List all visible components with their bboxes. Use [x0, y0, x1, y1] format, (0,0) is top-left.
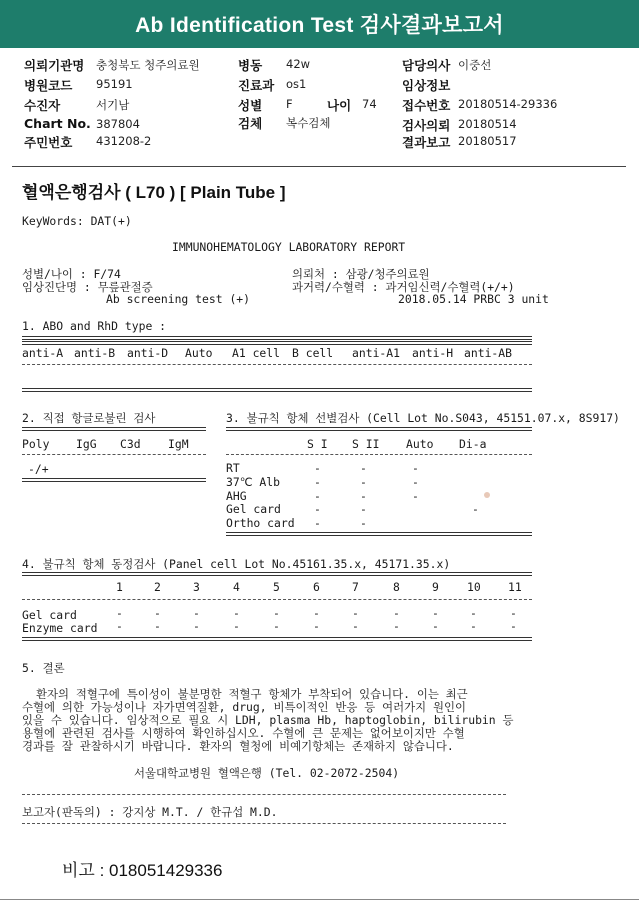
panel-cell: - — [233, 606, 240, 620]
section-3-rule-mid — [226, 454, 532, 455]
screen-cell: - — [360, 475, 367, 489]
panel-cell: - — [432, 606, 439, 620]
sex-label: 성별 — [238, 98, 263, 113]
section-2-title: 2. 직접 항글로불린 검사 — [22, 411, 156, 425]
panel-col: 8 — [393, 580, 400, 594]
abo-col: anti-H — [412, 346, 454, 360]
sex-age: 성별/나이 : F/74 — [22, 267, 121, 281]
panel-col: 4 — [233, 580, 240, 594]
screen-cell: - — [360, 516, 367, 530]
section-1-title: 1. ABO and RhD type : — [22, 319, 167, 333]
conclusion-line: 용혈에 관련된 검사를 시행하여 확인하십시오. 수혈에 큰 문제는 없어보이지만 수혈 — [22, 726, 465, 740]
panel-col: 6 — [313, 580, 320, 594]
panel-col: 5 — [273, 580, 280, 594]
screen-row-label: 37℃ Alb — [226, 475, 280, 489]
specimen-label: 검체 — [238, 116, 263, 131]
screen-cell: - — [412, 461, 419, 475]
section-2-rule-bottom — [22, 478, 206, 482]
screen-row-label: RT — [226, 461, 240, 475]
resident-no-value: 431208-2 — [96, 134, 152, 148]
screen-col: Di-a — [459, 437, 487, 451]
panel-col: 9 — [432, 580, 439, 594]
section-1-rule-top2 — [22, 341, 532, 345]
receipt-no-value: 20180514-29336 — [458, 97, 558, 111]
section-3-title: 3. 불규칙 항체 선별검사 (Cell Lot No.S043, 45151.07.x, 8S917) — [226, 411, 620, 425]
ward-label: 병동 — [238, 58, 263, 73]
diagnosis: 임상진단명 : 무릎관절증 — [22, 280, 153, 294]
panel-col: 7 — [352, 580, 359, 594]
panel-col: 11 — [508, 580, 522, 594]
hospital-code-value: 95191 — [96, 77, 133, 91]
screen-cell: - — [314, 475, 321, 489]
panel-row-label: Enzyme card — [22, 621, 98, 635]
reporter: 보고자(판독의) : 강지상 M.T. / 한규섭 M.D. — [22, 805, 278, 819]
screen-row-label: AHG — [226, 489, 247, 503]
age-value: 74 — [362, 97, 377, 111]
panel-col: 1 — [116, 580, 123, 594]
screen-cell: - — [412, 475, 419, 489]
report-heading: 혈액은행검사 ( L70 ) [ Plain Tube ] — [22, 183, 286, 202]
panel-cell: - — [510, 619, 517, 633]
panel-cell: - — [273, 619, 280, 633]
requester: 의뢰처 : 삼광/청주의료원 — [292, 267, 430, 281]
screen-cell: - — [314, 489, 321, 503]
lab-report-title: IMMUNOHEMATOLOGY LABORATORY REPORT — [172, 240, 406, 254]
reporter-rule-bottom — [22, 823, 506, 824]
abo-col: anti-A — [22, 346, 64, 360]
screen-col: S I — [307, 437, 328, 451]
section-3-rule — [226, 427, 532, 431]
screen-col: Auto — [406, 437, 434, 451]
section-2-rule — [22, 427, 206, 431]
panel-cell: - — [470, 606, 477, 620]
remark: 비고 : 018051429336 — [62, 861, 223, 880]
chart-no-value: 387804 — [96, 117, 140, 131]
screen-cell: - — [412, 489, 419, 503]
abo-col: A1 cell — [232, 346, 281, 360]
section-4-rule — [22, 572, 532, 576]
conclusion-line: 수혈에 의한 가능성이나 자가면역질환, drug, 비특이적인 반응 등 여러가지 원인이 — [22, 700, 466, 714]
panel-cell: - — [154, 606, 161, 620]
panel-col: 10 — [467, 580, 481, 594]
screen-row-label: Ortho card — [226, 516, 295, 530]
panel-row-label: Gel card — [22, 608, 77, 622]
section-1-rule-bottom — [22, 388, 532, 392]
report-date-value: 20180517 — [458, 134, 517, 148]
receipt-no-label: 접수번호 — [402, 98, 451, 113]
hospital-contact: 서울대학교병원 혈액은행 (Tel. 02-2072-2504) — [134, 766, 400, 780]
department-value: os1 — [286, 77, 307, 91]
panel-cell: - — [193, 606, 200, 620]
panel-cell: - — [154, 619, 161, 633]
section-1-rule-mid — [22, 364, 532, 365]
panel-cell: - — [193, 619, 200, 633]
header-divider — [12, 166, 626, 167]
dat-col: IgM — [168, 437, 189, 451]
section-2-rule-mid — [22, 454, 206, 455]
page-bottom-edge — [0, 899, 639, 900]
screen-cell: - — [360, 489, 367, 503]
screen-cell: - — [314, 516, 321, 530]
screen-col: S II — [352, 437, 380, 451]
section-5-title: 5. 결론 — [22, 661, 65, 675]
conclusion-line: 환자의 적혈구에 특이성이 불분명한 적혈구 항체가 부착되어 있습니다. 이는 최근 — [36, 687, 468, 701]
section-1-rule-top — [22, 336, 532, 340]
sex-value: F — [286, 97, 293, 111]
dat-col: IgG — [76, 437, 97, 451]
dat-col: C3d — [120, 437, 141, 451]
hospital-code-label: 병원코드 — [24, 78, 73, 93]
age-label: 나이 — [327, 98, 352, 113]
panel-cell: - — [313, 606, 320, 620]
report-date-label: 결과보고 — [402, 135, 451, 150]
patient-value: 서기남 — [96, 98, 130, 112]
scan-speck — [484, 492, 490, 498]
abo-col: Auto — [185, 346, 213, 360]
panel-col: 2 — [154, 580, 161, 594]
department-label: 진료과 — [238, 78, 275, 93]
section-4-title: 4. 불규칙 항체 동정검사 (Panel cell Lot No.45161.35.x, 45171.35.x) — [22, 557, 451, 571]
section-4-rule-mid — [22, 599, 532, 600]
resident-no-label: 주민번호 — [24, 135, 73, 150]
panel-cell: - — [393, 619, 400, 633]
screen-cell: - — [360, 502, 367, 516]
abo-col: anti-AB — [464, 346, 513, 360]
patient-label: 수진자 — [24, 98, 61, 113]
report-title: Ab Identification Test 검사결과보고서 — [0, 0, 639, 48]
panel-cell: - — [313, 619, 320, 633]
screen-cell: - — [314, 502, 321, 516]
panel-cell: - — [116, 606, 123, 620]
panel-cell: - — [233, 619, 240, 633]
doctor-label: 담당의사 — [402, 58, 451, 73]
panel-cell: - — [393, 606, 400, 620]
panel-cell: - — [273, 606, 280, 620]
screening-result: Ab screening test (+) — [106, 292, 251, 306]
conclusion-line: 경과를 잘 관찰하시기 바랍니다. 환자의 혈청에 비예기항체는 존재하지 않습니다. — [22, 739, 454, 753]
dat-col: Poly — [22, 437, 50, 451]
screen-cell: - — [314, 461, 321, 475]
screen-cell: - — [360, 461, 367, 475]
abo-col: B cell — [292, 346, 334, 360]
panel-cell: - — [510, 606, 517, 620]
history: 과거력/수혈력 : 과거임신력/수혈력(+/+) — [292, 280, 515, 294]
section-3-rule-bottom — [226, 532, 532, 536]
abo-col: anti-D — [127, 346, 169, 360]
ward-value: 42w — [286, 57, 311, 71]
dat-result: -/+ — [28, 462, 49, 476]
screen-cell: - — [472, 502, 479, 516]
request-date-value: 20180514 — [458, 117, 517, 131]
clinical-info-label: 임상정보 — [402, 78, 451, 93]
specimen-value: 복수검체 — [286, 116, 331, 130]
screen-row-label: Gel card — [226, 502, 281, 516]
reporter-rule-top — [22, 794, 506, 795]
panel-cell: - — [432, 619, 439, 633]
doctor-value: 이중선 — [458, 58, 492, 72]
keywords: KeyWords: DAT(+) — [22, 214, 132, 228]
hospital-label: 의뢰기관명 — [24, 58, 85, 73]
conclusion-line: 있을 수 있습니다. 임상적으로 필요 시 LDH, plasma Hb, haptoglobin, bilirubin 등 — [22, 713, 514, 727]
section-4-rule-bottom — [22, 637, 532, 641]
panel-cell: - — [352, 606, 359, 620]
hospital-value: 충청북도 청주의료원 — [96, 58, 200, 72]
panel-cell: - — [116, 619, 123, 633]
chart-no-label: Chart No. — [24, 116, 91, 131]
panel-cell: - — [470, 619, 477, 633]
request-date-label: 검사의뢰 — [402, 118, 451, 133]
abo-col: anti-B — [74, 346, 116, 360]
panel-col: 3 — [193, 580, 200, 594]
transfusion-history: 2018.05.14 PRBC 3 unit — [398, 292, 549, 306]
panel-cell: - — [352, 619, 359, 633]
abo-col: anti-A1 — [352, 346, 401, 360]
